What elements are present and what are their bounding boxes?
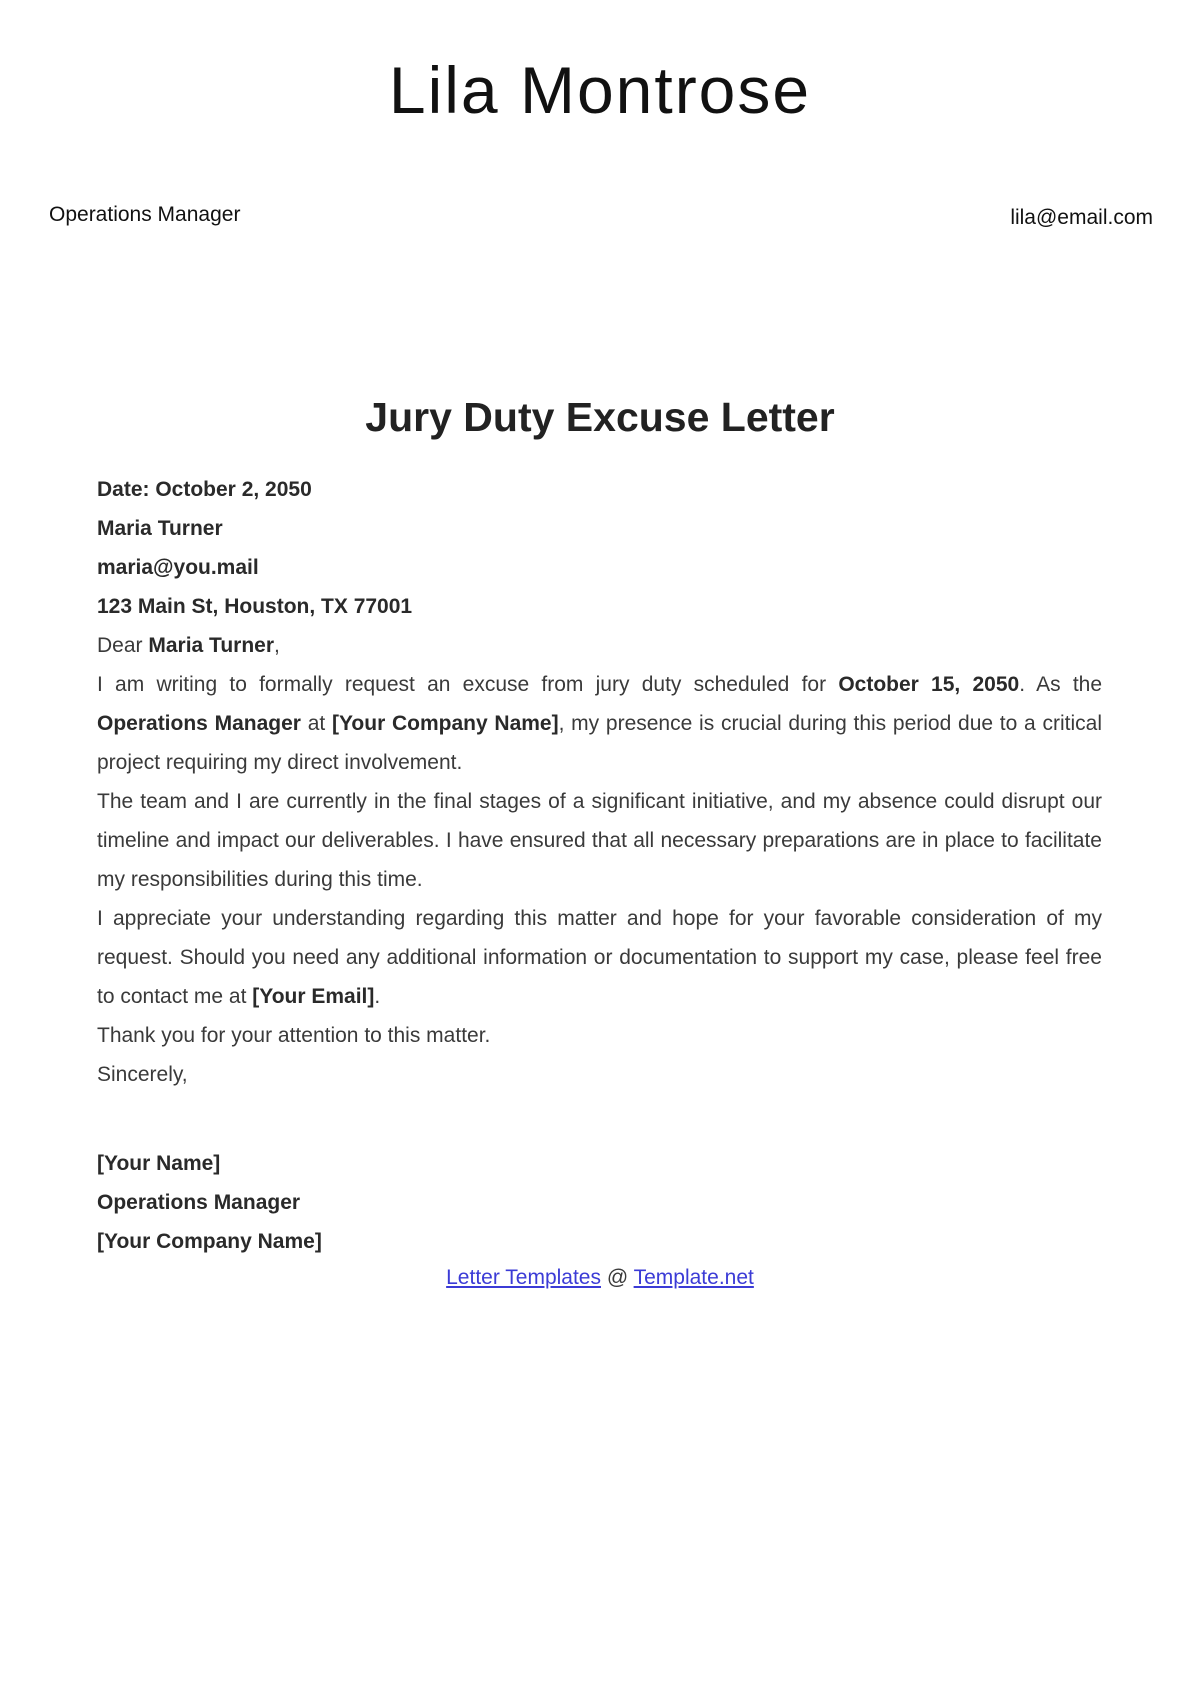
sender-name: Lila Montrose — [388, 53, 812, 127]
signature-title: Operations Manager — [97, 1191, 301, 1214]
paragraph-2: The team and I are currently in the final stages of a significant initiative, and my absence could disrupt our timeline and impact our deliverables. I have ensured that all necessary preparations are in place to facilitate my responsibilities during this time. — [97, 790, 1102, 891]
closing-line: Sincerely, — [97, 1063, 188, 1086]
paragraph-3-text-2: . — [374, 985, 381, 1008]
company-placeholder: [Your Company Name] — [331, 712, 559, 735]
paragraph-3-text-1: I appreciate your understanding regarding this matter and hope for your favorable consideration of my request. Should you need any additional information or documentation to support my case, please feel free to contact me at — [97, 907, 1102, 1008]
signature-company: [Your Company Name] — [97, 1230, 322, 1253]
footer-attribution — [0, 1266, 1200, 1290]
letter-templates-link[interactable]: Letter Templates — [446, 1266, 601, 1289]
paragraph-1 — [97, 665, 1102, 782]
recipient-address: 123 Main St, Houston, TX 77001 — [97, 595, 413, 618]
position-title: Operations Manager — [97, 712, 301, 735]
paragraph-1-text-2: . As the — [1019, 673, 1103, 696]
sender-email: lila@email.com — [1010, 206, 1153, 229]
paragraph-1-text-3: at — [300, 712, 332, 735]
letter-date: Date: October 2, 2050 — [97, 478, 312, 501]
salutation-prefix: Dear — [97, 634, 149, 657]
salutation — [97, 626, 1102, 665]
footer-separator: @ — [601, 1266, 634, 1289]
letter-body — [97, 470, 1102, 1261]
salutation-name: Maria Turner — [148, 634, 275, 657]
paragraph-1-text-4: , my presence is crucial during this period due to a critical project requiring my direct involvement. — [97, 712, 1102, 774]
letter-title: Jury Duty Excuse Letter — [365, 394, 835, 440]
thanks-line: Thank you for your attention to this matter. — [97, 1024, 491, 1047]
signature-name: [Your Name] — [97, 1152, 221, 1175]
sender-role: Operations Manager — [49, 203, 241, 226]
jury-date: October 15, 2050 — [838, 673, 1020, 696]
email-placeholder: [Your Email] — [252, 985, 375, 1008]
salutation-suffix: , — [274, 634, 280, 657]
paragraph-3 — [97, 899, 1102, 1016]
paragraph-1-text-1: I am writing to formally request an excuse from jury duty scheduled for — [97, 673, 839, 696]
recipient-email: maria@you.mail — [97, 556, 259, 579]
recipient-name: Maria Turner — [97, 517, 223, 540]
template-net-link[interactable]: Template.net — [633, 1266, 754, 1289]
